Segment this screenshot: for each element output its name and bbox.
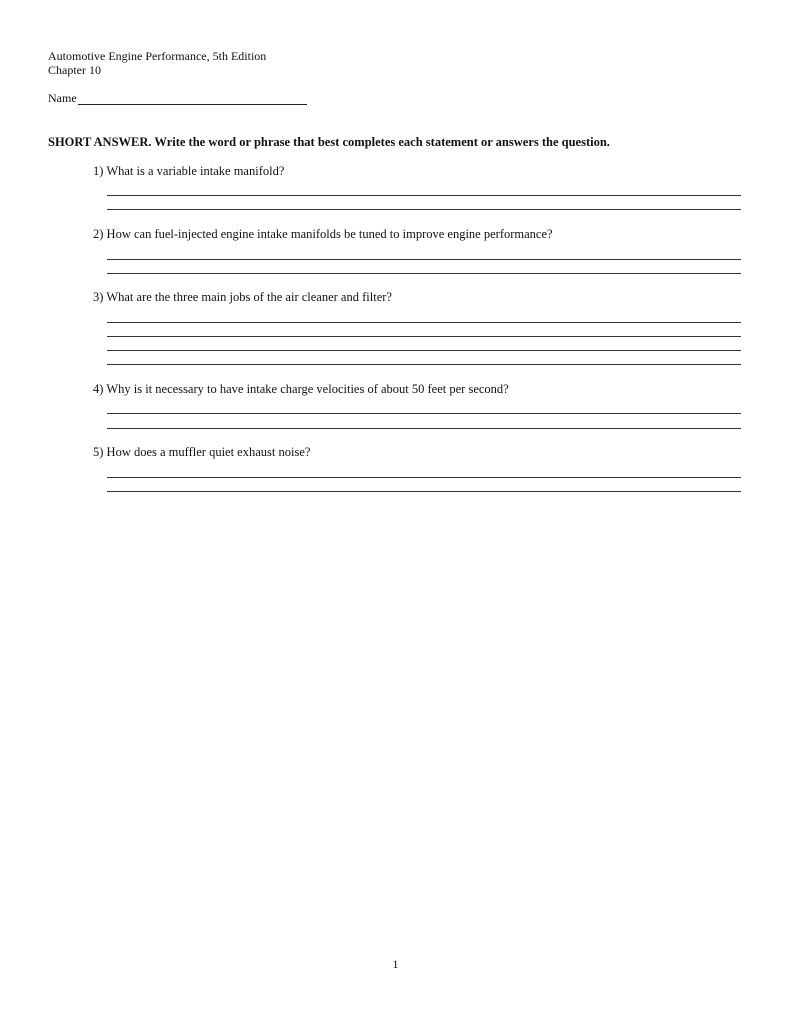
question-2: [93, 227, 553, 241]
answer-line[interactable]: [107, 273, 741, 274]
question-number: 4): [93, 382, 104, 396]
question-number: 1): [93, 164, 104, 178]
name-blank-line[interactable]: [78, 93, 307, 105]
answer-line[interactable]: [107, 477, 741, 478]
answer-line[interactable]: [107, 350, 741, 351]
question-number: 2): [93, 227, 104, 241]
answer-line[interactable]: [107, 195, 741, 196]
question-text: How does a muffler quiet exhaust noise?: [106, 445, 311, 459]
page-number: 1: [392, 957, 399, 971]
question-text: Why is it necessary to have intake charge velocities of about 50 feet per second?: [106, 382, 509, 396]
question-5: [93, 445, 310, 459]
answer-line[interactable]: [107, 259, 741, 260]
question-text: What are the three main jobs of the air cleaner and filter?: [106, 290, 392, 304]
answer-line[interactable]: [107, 428, 741, 429]
name-field[interactable]: [48, 91, 307, 105]
answer-line[interactable]: [107, 364, 741, 365]
answer-line[interactable]: [107, 413, 741, 414]
answer-line[interactable]: [107, 336, 741, 337]
question-text: How can fuel-injected engine intake manifolds be tuned to improve engine performance?: [106, 227, 553, 241]
section-instructions: SHORT ANSWER. Write the word or phrase that best completes each statement or answers the question.: [48, 135, 610, 149]
question-1: [93, 164, 284, 178]
question-3: [93, 290, 392, 304]
question-number: 5): [93, 445, 104, 459]
question-text: What is a variable intake manifold?: [106, 164, 285, 178]
name-label: Name: [48, 91, 77, 105]
chapter-label: Chapter 10: [48, 63, 101, 77]
document-header: [48, 49, 266, 77]
book-title: Automotive Engine Performance, 5th Edition: [48, 49, 267, 63]
answer-line[interactable]: [107, 491, 741, 492]
answer-line[interactable]: [107, 322, 741, 323]
question-4: [93, 382, 509, 396]
question-number: 3): [93, 290, 104, 304]
answer-line[interactable]: [107, 209, 741, 210]
